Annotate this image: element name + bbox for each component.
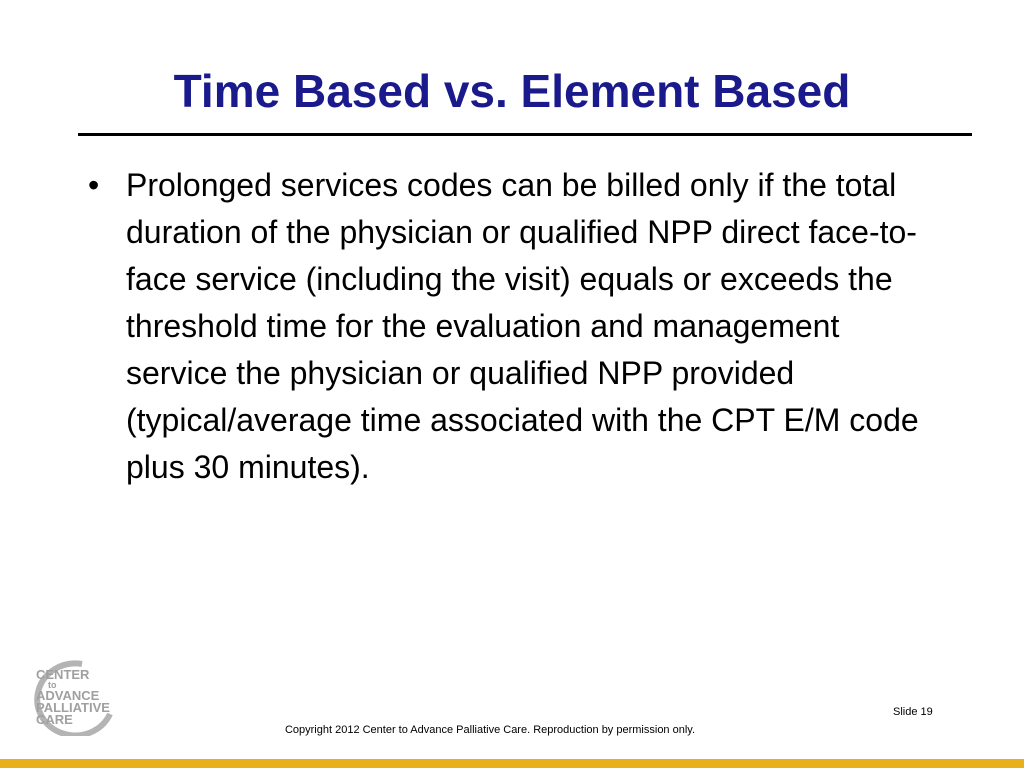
slide-title: Time Based vs. Element Based <box>173 65 851 117</box>
logo-wordmark <box>36 669 110 726</box>
logo-line: CARE <box>36 712 73 727</box>
bullet-icon: • <box>88 167 100 203</box>
logo-line: ADVANCE <box>36 688 100 703</box>
bullet-item <box>88 162 948 491</box>
logo-line: to <box>48 680 57 690</box>
bottom-accent-bar <box>0 759 1024 768</box>
logo-line: PALLIATIVE <box>36 700 110 715</box>
slide-body <box>88 162 948 491</box>
title-divider <box>78 133 972 136</box>
copyright-notice: Copyright 2012 Center to Advance Palliative Care. Reproduction by permission only. <box>284 724 696 736</box>
logo-line: CENTER <box>36 667 90 682</box>
slide-number: Slide 19 <box>893 706 933 718</box>
bullet-text: Prolonged services codes can be billed only if the total duration of the physician or qualified NPP direct face-to-face service (including the visit) equals or exceeds the threshold time for the evaluation and management service the physician or qualified NPP provided (typical/average time associated with the CPT E/M code plus 30 minutes). <box>126 167 919 485</box>
